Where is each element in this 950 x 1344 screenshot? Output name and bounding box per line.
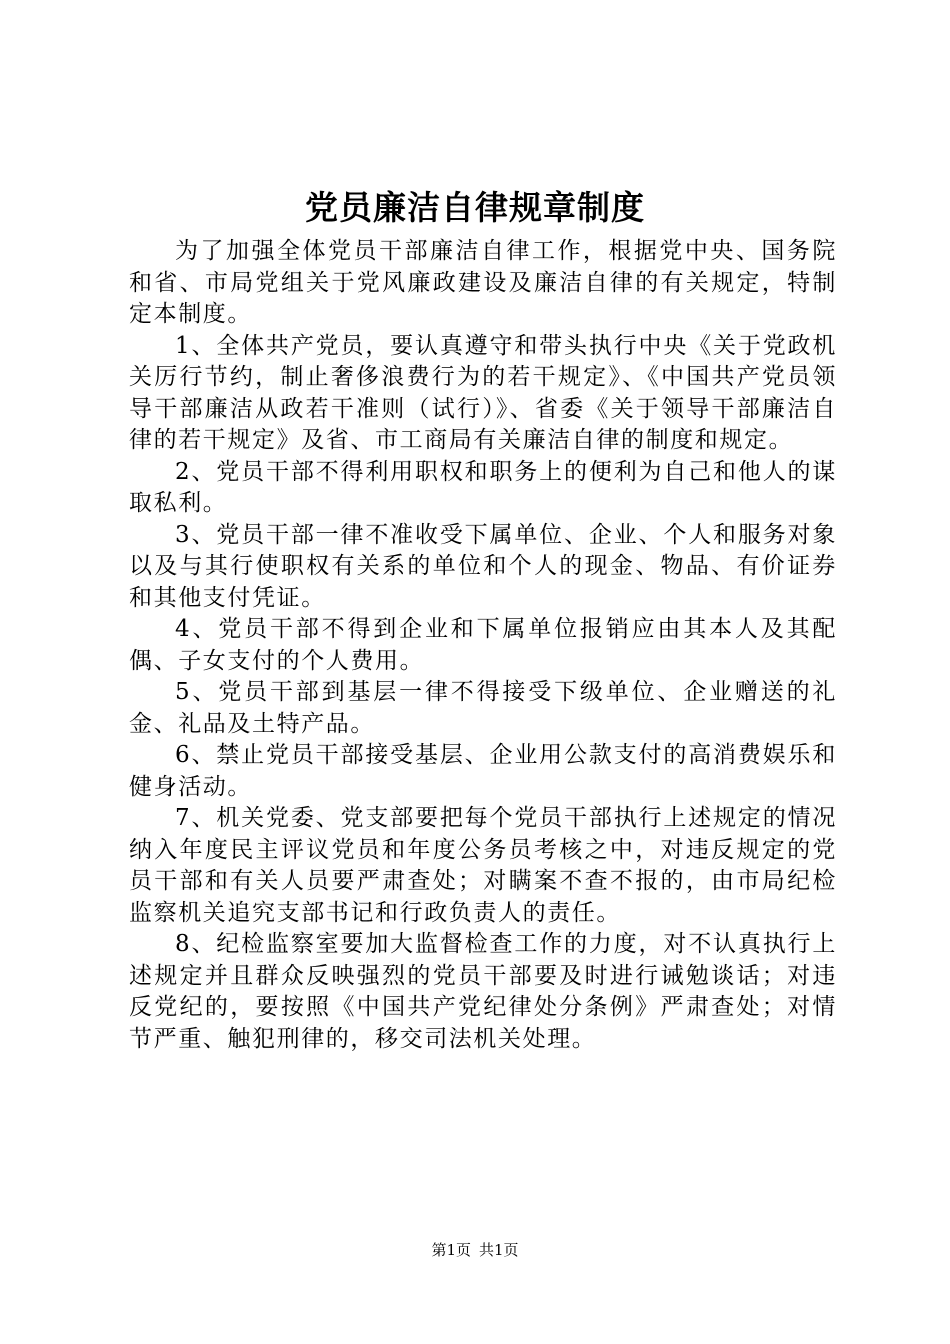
paragraph-rule-7: 7、机关党委、党支部要把每个党员干部执行上述规定的情况纳入年度民主评议党员和年度公务员考核之中，对违反规定的党员干部和有关人员要严肃查处；对瞒案不查不报的，由市局纪检监察机关追究支部书记和行政负责人的责任。 bbox=[129, 805, 837, 926]
page-number: 第1页 bbox=[431, 1241, 471, 1259]
paragraph-rule-2: 2、党员干部不得利用职权和职务上的便利为自己和他人的谋取私利。 bbox=[129, 458, 837, 516]
paragraph-intro: 为了加强全体党员干部廉洁自律工作，根据党中央、国务院和省、市局党组关于党风廉政建设及廉洁自律的有关规定，特制定本制度。 bbox=[129, 238, 837, 327]
paragraph-rule-1: 1、全体共产党员，要认真遵守和带头执行中央《关于党政机关厉行节约，制止奢侈浪费行为的若干规定》、《中国共产党员领导干部廉洁从政若干准则（试行）》、省委《关于领导干部廉洁自律的若干规定》及省、市工商局有关廉洁自律的制度和规定。 bbox=[129, 332, 837, 453]
page-footer bbox=[0, 1240, 950, 1260]
document-title: 党员廉洁自律规章制度 bbox=[305, 188, 645, 227]
paragraph-rule-3: 3、党员干部一律不准收受下属单位、企业、个人和服务对象以及与其行使职权有关系的单位和个人的现金、物品、有价证券和其他支付凭证。 bbox=[129, 521, 837, 611]
paragraph-rule-4: 4、党员干部不得到企业和下属单位报销应由其本人及其配偶、子女支付的个人费用。 bbox=[129, 616, 837, 674]
paragraph-rule-8: 8、纪检监察室要加大监督检查工作的力度，对不认真执行上述规定并且群众反映强烈的党员干部要及时进行诫勉谈话；对违反党纪的，要按照《中国共产党纪律处分条例》严肃查处；对情节严重、触犯刑律的，移交司法机关处理。 bbox=[129, 931, 837, 1052]
paragraph-rule-5: 5、党员干部到基层一律不得接受下级单位、企业赠送的礼金、礼品及土特产品。 bbox=[129, 679, 837, 737]
document-body bbox=[129, 236, 837, 1055]
page-total: 共1页 bbox=[479, 1241, 519, 1259]
paragraph-rule-6: 6、禁止党员干部接受基层、企业用公款支付的高消费娱乐和健身活动。 bbox=[129, 742, 837, 800]
